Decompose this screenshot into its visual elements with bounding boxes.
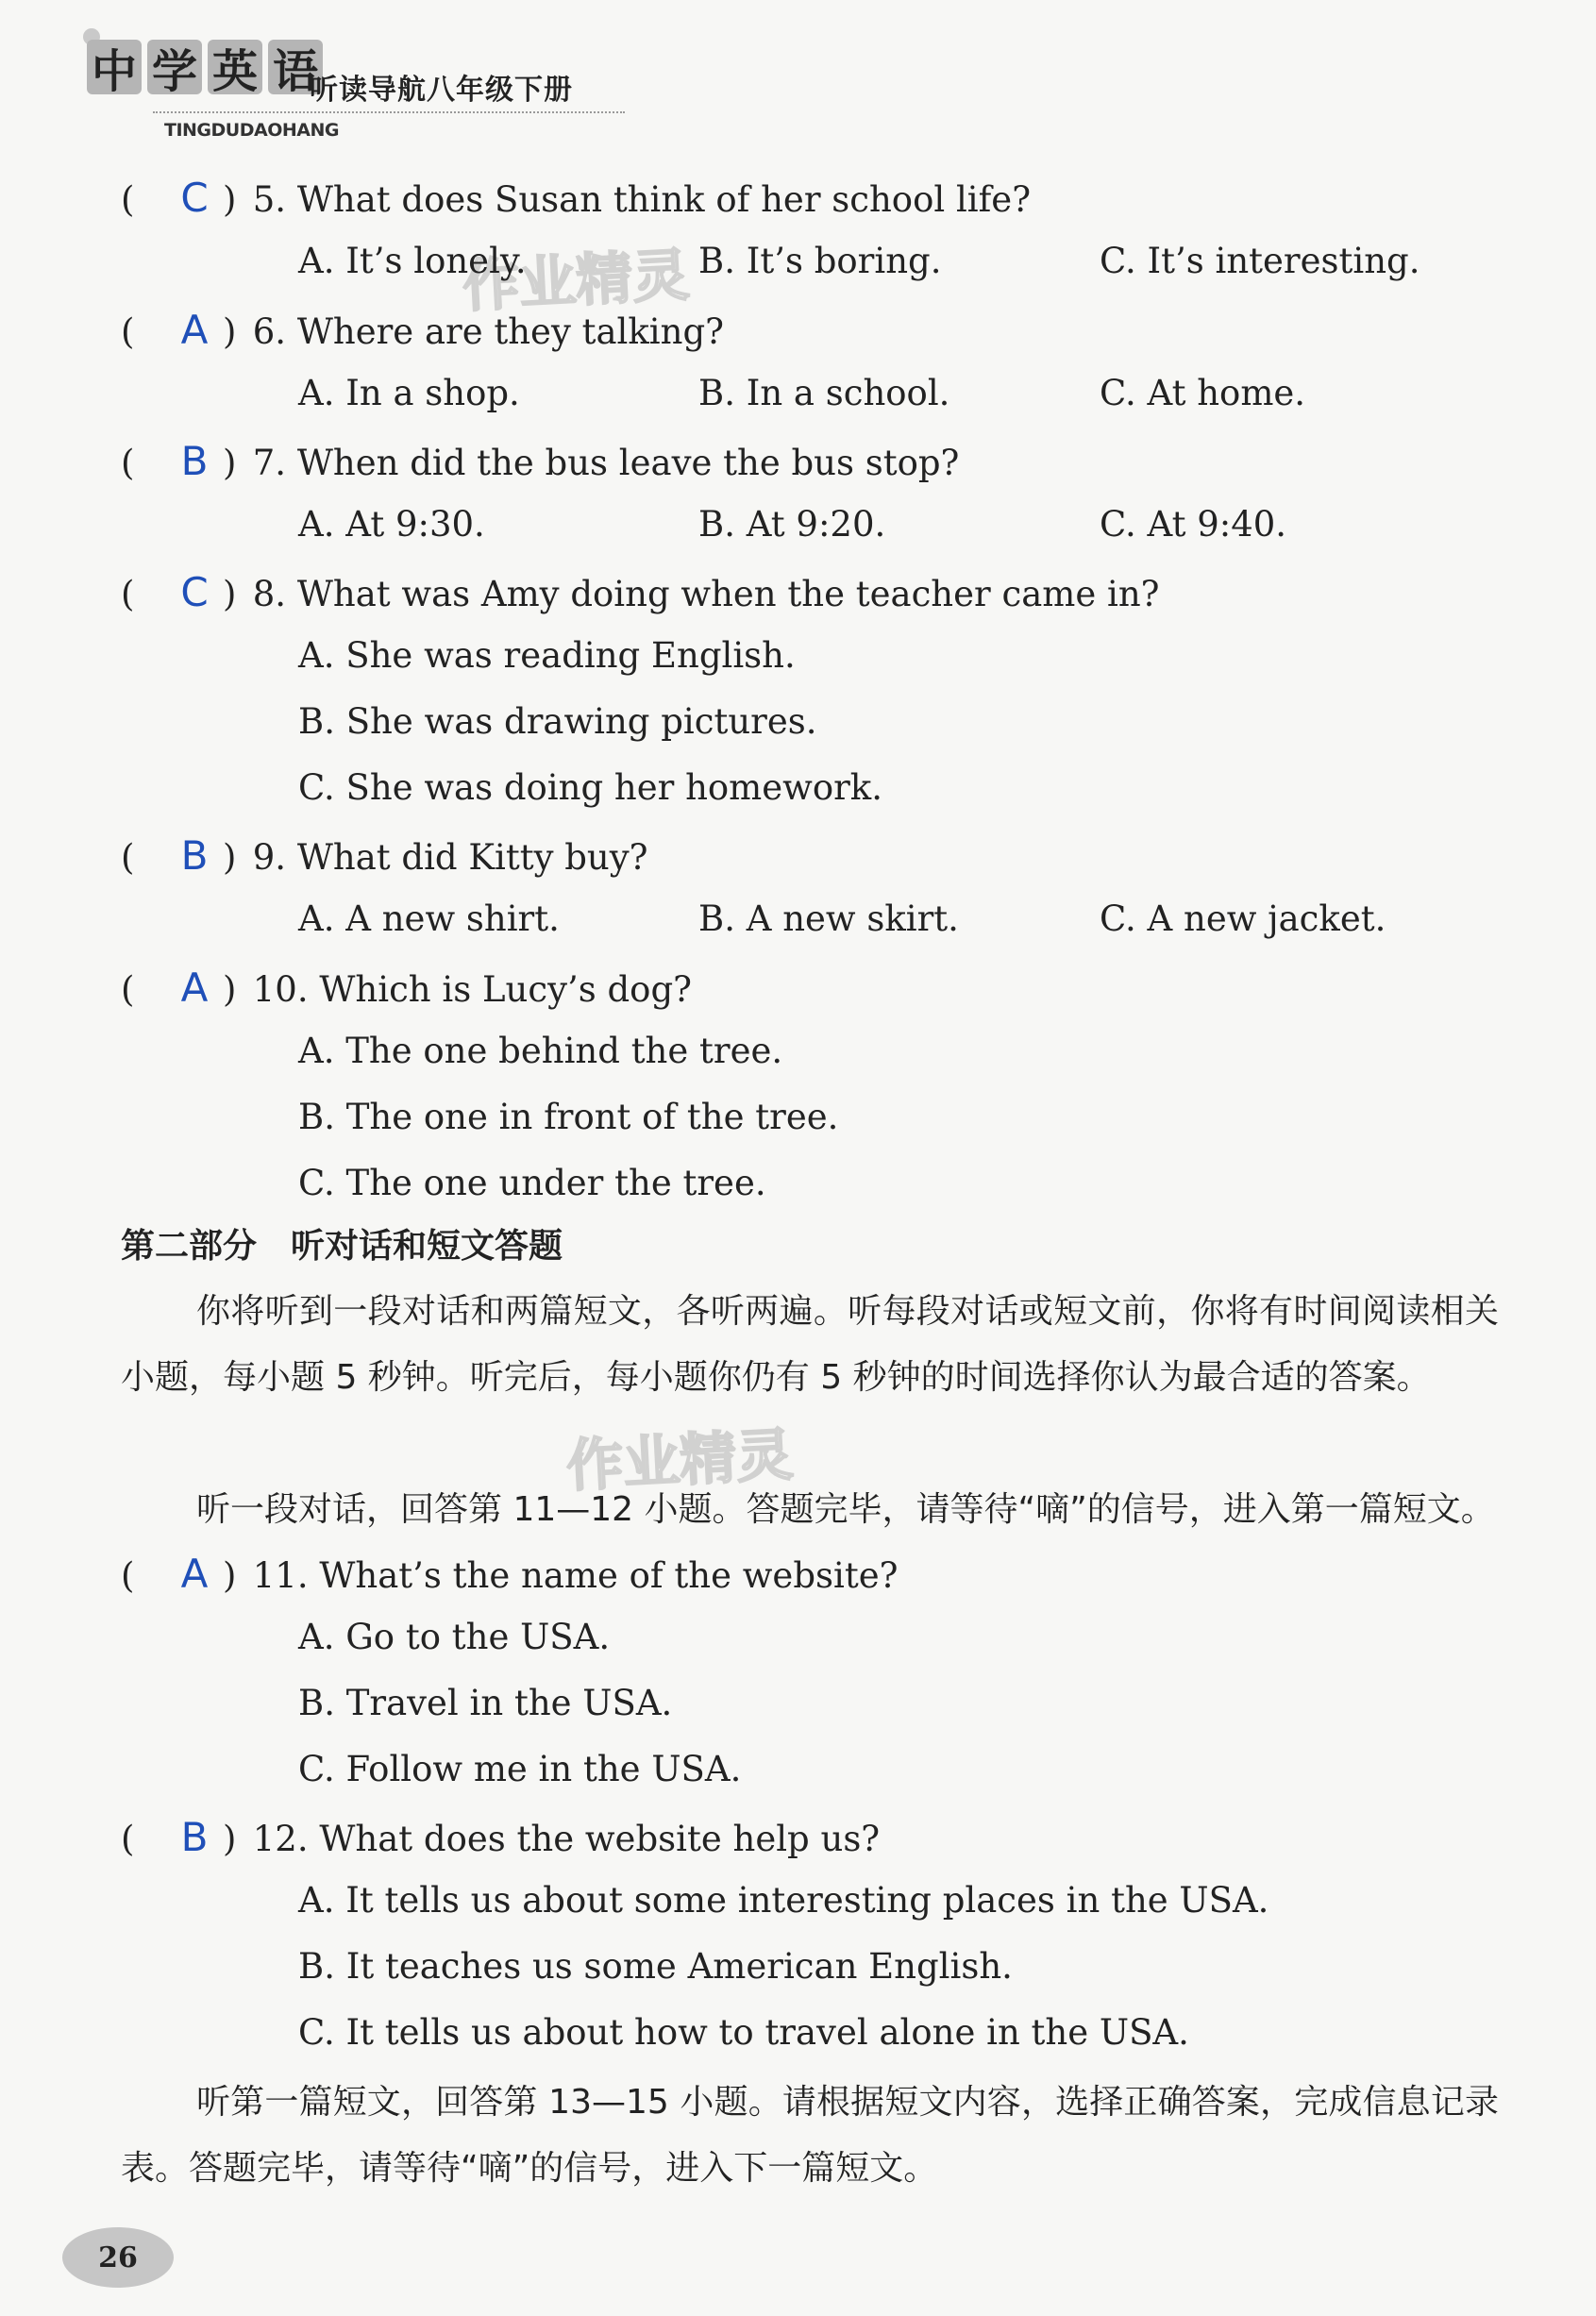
option-b: B. The one in front of the tree. [298,1097,839,1137]
option-a: A. In a shop. [298,373,520,413]
answer-mark: A [180,307,209,353]
option-a: A. It’s lonely. [298,241,527,281]
question-text: When did the bus leave the bus stop? [296,443,960,483]
option-a: A. It tells us about some interesting places in the USA. [298,1880,1269,1921]
question-text: What does the website help us? [319,1819,881,1859]
option-b: B. It teaches us some American English. [298,1946,1013,1987]
option-c: C. The one under the tree. [298,1163,766,1203]
watermark: 作业精灵 [564,1421,795,1501]
question-11: ( A ) 11. What’s the name of the website? [121,1551,899,1597]
brand-char: 语 [268,40,323,94]
answer-mark: A [180,965,209,1011]
question-text: Which is Lucy’s dog? [319,969,692,1010]
question-text: What was Amy doing when the teacher came in? [296,574,1160,614]
answer-mark: B [180,438,209,484]
answer-mark: B [180,1814,209,1860]
brand-char: 中 [87,40,142,94]
section-intro: 你将听到一段对话和两篇短文，各听两遍。听每段对话或短文前，你将有时间阅读相关小题，每小题 5 秒钟。听完后，每小题你仍有 5 秒钟的时间选择你认为最合适的答案。 [121,1292,1499,1397]
header-divider [153,111,625,113]
page-number: 26 [62,2227,174,2288]
answer-mark: B [180,832,209,879]
question-6: ( A ) 6. Where are they talking? [121,307,724,353]
question-text: What did Kitty buy? [296,837,648,878]
watermark: 作业精灵 [461,242,691,321]
option-a: A. The one behind the tree. [298,1031,783,1071]
book-pinyin: TINGDUDAOHANG [164,120,339,141]
option-b: B. She was drawing pictures. [298,701,817,742]
section-title: 第二部分 听对话和短文答题 [121,1227,563,1266]
question-text: Where are they talking? [296,311,724,352]
brand-logo [87,40,323,98]
option-c: C. It’s interesting. [1100,241,1420,281]
option-b: B. A new skirt. [698,898,959,939]
answer-mark: C [180,175,209,221]
answer-mark: C [180,569,209,615]
option-c: C. At home. [1100,373,1306,413]
brand-char: 学 [147,40,202,94]
option-c: C. At 9:40. [1100,504,1287,545]
question-8: ( C ) 8. What was Amy doing when the teacher came in? [121,569,1160,615]
option-a: A. A new shirt. [298,898,560,939]
option-b: B. In a school. [698,373,950,413]
option-c: C. She was doing her homework. [298,767,882,808]
book-subtitle: 听读导航八年级下册 [310,74,573,107]
option-b: B. Travel in the USA. [298,1683,673,1723]
option-c: C. It tells us about how to travel alone in the USA. [298,2012,1189,2053]
question-text: What’s the name of the website? [319,1555,899,1596]
question-text: What does Susan think of her school life? [296,179,1032,220]
brand-char: 英 [208,40,262,94]
option-c: C. A new jacket. [1100,898,1386,939]
option-b: B. It’s boring. [698,241,942,281]
option-a: A. Go to the USA. [298,1617,611,1657]
question-9: ( B ) 9. What did Kitty buy? [121,832,648,879]
question-12: ( B ) 12. What does the website help us? [121,1814,881,1860]
passage-instruction: 听第一篇短文，回答第 13—15 小题。请根据短文内容，选择正确答案，完成信息记录表。答题完毕，请等待“嘀”的信号，进入下一篇短文。 [121,2083,1499,2188]
option-b: B. At 9:20. [698,504,886,545]
question-5: ( C ) 5. What does Susan think of her school life? [121,175,1032,221]
answer-mark: A [180,1551,209,1597]
option-a: A. She was reading English. [298,635,796,676]
option-a: A. At 9:30. [298,504,485,545]
dialogue-instruction: 听一段对话，回答第 11—12 小题。答题完毕，请等待“嘀”的信号，进入第一篇短文。 [196,1490,1495,1529]
option-c: C. Follow me in the USA. [298,1749,742,1789]
question-7: ( B ) 7. When did the bus leave the bus stop? [121,438,960,484]
page-header [87,28,672,151]
question-10: ( A ) 10. Which is Lucy’s dog? [121,965,692,1011]
